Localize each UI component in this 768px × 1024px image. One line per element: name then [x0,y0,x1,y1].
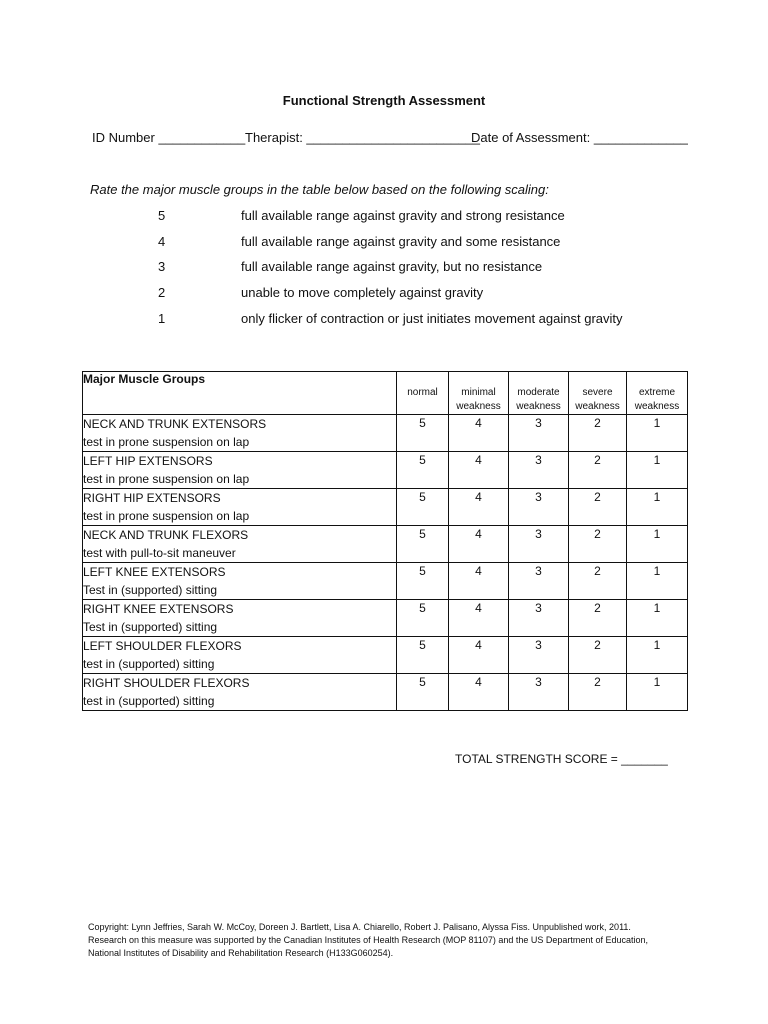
muscle-group-name: LEFT KNEE EXTENSORS [83,565,226,579]
total-strength-score: TOTAL STRENGTH SCORE = _______ [455,752,668,766]
muscle-group-name: RIGHT SHOULDER FLEXORS [83,676,250,690]
score-cell[interactable]: 5 [397,637,449,674]
score-cell[interactable]: 1 [627,526,688,563]
therapist-field: Therapist: ________________________ [245,130,480,145]
table-row [83,489,688,526]
score-cell[interactable]: 3 [509,600,569,637]
score-cell[interactable]: 5 [397,415,449,452]
score-cell[interactable]: 4 [449,637,509,674]
column-header-line: normal [407,387,438,398]
score-cell[interactable]: 4 [449,600,509,637]
scaling-instruction: Rate the major muscle groups in the table below based on the following scaling: [90,182,549,197]
table-row [83,637,688,674]
column-header-line: minimal [461,387,496,398]
copyright-notice [88,921,688,960]
copyright-line: Research on this measure was supported by the Canadian Institutes of Health Research (MOP 81107) and the US Department of Education, [88,935,648,945]
muscle-group-test: test in (supported) sitting [83,657,215,671]
muscle-group-test: test with pull-to-sit maneuver [83,546,236,560]
scale-score: 3 [158,259,166,274]
copyright-line: National Institutes of Disability and Rehabilitation Research (H133G060254). [88,948,394,958]
score-cell[interactable]: 4 [449,452,509,489]
score-cell[interactable]: 1 [627,452,688,489]
muscle-group-name: NECK AND TRUNK FLEXORS [83,528,249,542]
column-header-line: weakness [456,401,501,412]
copyright-line: Copyright: Lynn Jeffries, Sarah W. McCoy, Doreen J. Bartlett, Lisa A. Chiarello, Robert J. Palisano, Alyssa Fiss. Unpublished work, 2011. [88,922,631,932]
column-header-line: moderate [517,387,560,398]
muscle-group-cell [83,674,397,711]
score-cell[interactable]: 3 [509,526,569,563]
muscle-groups-table [82,371,688,711]
scale-score: 5 [158,208,166,223]
muscle-group-cell [83,489,397,526]
column-header-line: weakness [575,401,620,412]
table-row [83,526,688,563]
column-header-extreme-weakness [627,372,688,415]
scale-score: 2 [158,285,166,300]
score-cell[interactable]: 1 [627,415,688,452]
muscle-group-test: test in (supported) sitting [83,694,215,708]
score-cell[interactable]: 1 [627,674,688,711]
scale-description: full available range against gravity and strong resistance [241,208,565,223]
score-cell[interactable]: 3 [509,452,569,489]
score-cell[interactable]: 1 [627,600,688,637]
id-number-field: ID Number ____________ [92,130,246,145]
major-muscle-groups-header: Major Muscle Groups [83,372,397,415]
scale-description: unable to move completely against gravity [241,285,484,300]
score-cell[interactable]: 3 [509,637,569,674]
scale-description: full available range against gravity and some resistance [241,234,561,249]
table-row [83,600,688,637]
score-cell[interactable]: 2 [569,563,627,600]
score-cell[interactable]: 4 [449,415,509,452]
page-title: Functional Strength Assessment [282,93,486,108]
score-cell[interactable]: 2 [569,415,627,452]
score-cell[interactable]: 1 [627,563,688,600]
column-header-line: weakness [516,401,561,412]
column-header-line: weakness [634,401,680,412]
table-header-row [83,372,688,415]
column-header-normal [397,372,449,415]
muscle-group-cell [83,600,397,637]
table-row [83,415,688,452]
muscle-group-name: LEFT HIP EXTENSORS [83,454,213,468]
score-cell[interactable]: 3 [509,674,569,711]
score-cell[interactable]: 2 [569,526,627,563]
score-cell[interactable]: 3 [509,415,569,452]
table-row [83,452,688,489]
score-cell[interactable]: 5 [397,526,449,563]
score-cell[interactable]: 4 [449,563,509,600]
table-row [83,674,688,711]
score-cell[interactable]: 5 [397,600,449,637]
scale-description: only flicker of contraction or just initiates movement against gravity [241,311,623,326]
muscle-group-name: NECK AND TRUNK EXTENSORS [83,417,267,431]
muscle-group-test: Test in (supported) sitting [83,583,218,597]
column-header-moderate-weakness [509,372,569,415]
muscle-group-cell [83,452,397,489]
score-cell[interactable]: 5 [397,489,449,526]
scale-score: 1 [158,311,166,326]
score-cell[interactable]: 1 [627,489,688,526]
score-cell[interactable]: 3 [509,489,569,526]
score-cell[interactable]: 2 [569,489,627,526]
score-cell[interactable]: 5 [397,674,449,711]
column-header-minimal-weakness [449,372,509,415]
score-cell[interactable]: 5 [397,563,449,600]
muscle-group-test: Test in (supported) sitting [83,620,218,634]
score-cell[interactable]: 2 [569,637,627,674]
column-header-line: extreme [638,387,676,398]
muscle-group-cell [83,526,397,563]
column-header-line [397,400,448,414]
column-header-severe-weakness [569,372,627,415]
muscle-group-name: LEFT SHOULDER FLEXORS [83,639,242,653]
score-cell[interactable]: 4 [449,489,509,526]
muscle-group-name: RIGHT KNEE EXTENSORS [83,602,234,616]
score-cell[interactable]: 2 [569,600,627,637]
scale-score: 4 [158,234,166,249]
score-cell[interactable]: 4 [449,526,509,563]
muscle-group-test: test in prone suspension on lap [83,509,250,523]
score-cell[interactable]: 3 [509,563,569,600]
score-cell[interactable]: 2 [569,452,627,489]
score-cell[interactable]: 2 [569,674,627,711]
muscle-group-test: test in prone suspension on lap [83,472,250,486]
score-cell[interactable]: 1 [627,637,688,674]
muscle-group-cell [83,563,397,600]
date-of-assessment-field: Date of Assessment: _____________ [471,130,688,145]
score-cell[interactable]: 5 [397,452,449,489]
muscle-group-test: test in prone suspension on lap [83,435,250,449]
muscle-group-name: RIGHT HIP EXTENSORS [83,491,221,505]
scale-description: full available range against gravity, but no resistance [241,259,543,274]
table-row [83,563,688,600]
muscle-group-cell [83,637,397,674]
muscle-group-cell [83,415,397,452]
score-cell[interactable]: 4 [449,674,509,711]
column-header-line: severe [582,387,613,398]
